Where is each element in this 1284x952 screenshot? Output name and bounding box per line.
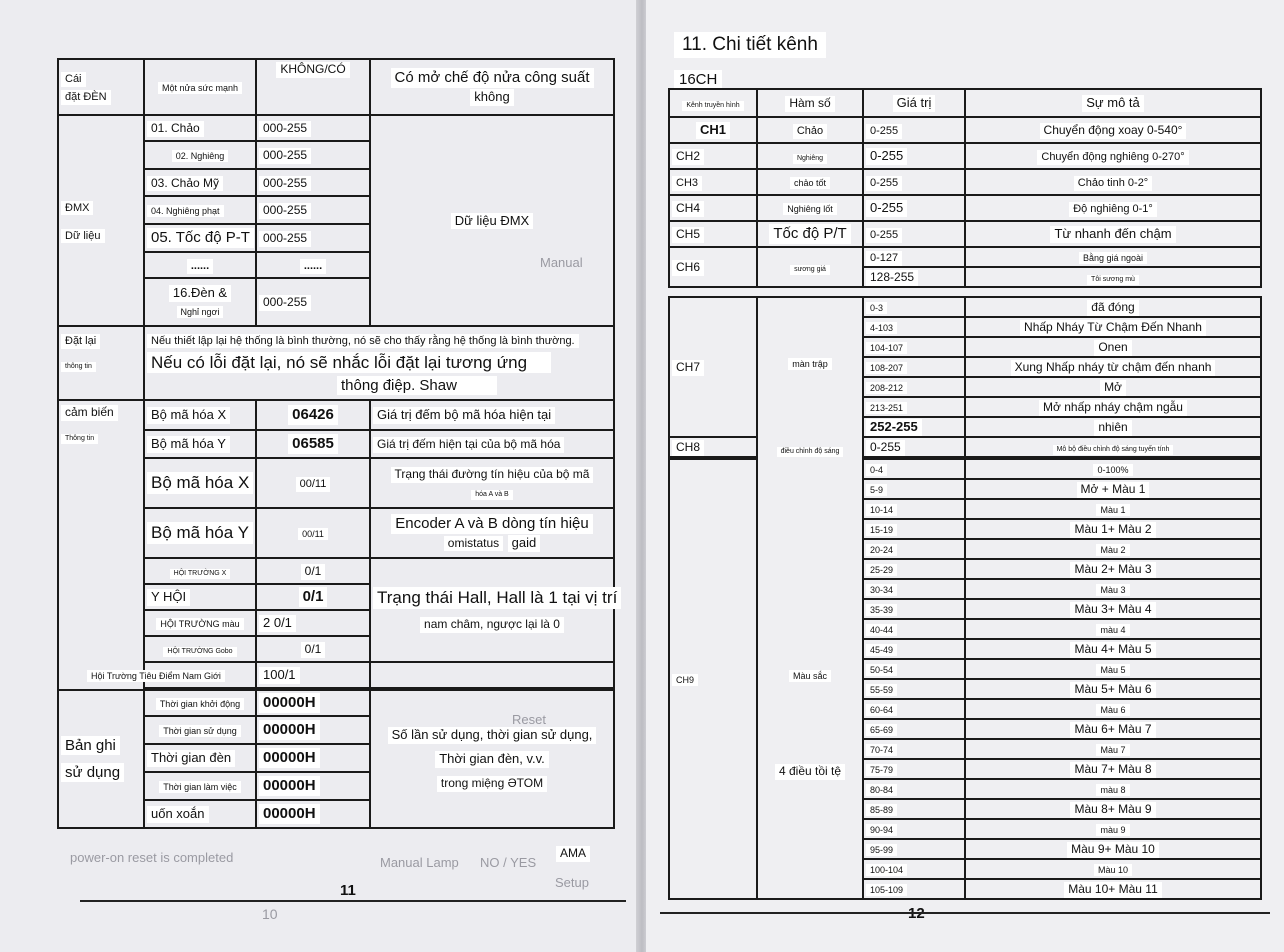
usage-row-value: 00000H — [256, 716, 370, 744]
hall-row-value: 0/1 — [256, 636, 370, 662]
dmx-group-cell: ĐMX Dữ liệu — [58, 115, 144, 326]
channel-cell: CH1 — [669, 117, 757, 143]
usage-row-name: Thời gian làm việc — [144, 772, 256, 800]
encoder-y-value: 06585 — [256, 430, 370, 458]
value-cell: 75-79 — [863, 759, 965, 779]
left-page — [0, 0, 638, 952]
value-cell: 100-104 — [863, 859, 965, 879]
value-cell: 0-255 — [863, 169, 965, 195]
value-cell: 30-34 — [863, 579, 965, 599]
value-cell: 5-9 — [863, 479, 965, 499]
reset-description: Nếu thiết lập lại hệ thống là bình thường, nó sẽ cho thấy rằng hệ thống là bình thường. Nếu có lỗi đặt lại, nó sẽ nhắc lỗi đặt lại tương ứng thông điệp. Shaw — [144, 326, 614, 400]
dmx-row-name: ...... — [144, 252, 256, 278]
value-cell: 208-212 — [863, 377, 965, 397]
value-cell: 65-69 — [863, 719, 965, 739]
description-cell: Màu 2+ Màu 3 — [965, 559, 1261, 579]
function-cell: chảo tốt — [757, 169, 863, 195]
description-cell: Onen — [965, 337, 1261, 357]
channel-cell: CH7 — [669, 297, 757, 437]
description-cell: Màu 10+ Màu 11 — [965, 879, 1261, 899]
usage-row-value: 00000H — [256, 744, 370, 772]
value-cell: 0-127 — [863, 247, 965, 267]
dmx-row-value: 000-255 — [256, 196, 370, 224]
usage-row-value: 00000H — [256, 690, 370, 716]
value-cell: 90-94 — [863, 819, 965, 839]
reset-group-cell: Đặt lại thông tin — [58, 326, 144, 400]
encoder-y-label: Bộ mã hóa Y — [144, 430, 256, 458]
encoder-y2-desc: Encoder A và B dòng tín hiệu omistatus gaid — [370, 508, 614, 558]
encoder-x-label: Bộ mã hóa X — [144, 400, 256, 430]
dmx-row-name: 03. Chảo Mỹ — [144, 169, 256, 196]
value-cell: 95-99 — [863, 839, 965, 859]
value-cell: 35-39 — [863, 599, 965, 619]
encoder-x-value: 06426 — [256, 400, 370, 430]
usage-row-value: 00000H — [256, 800, 370, 828]
header-cell: Có mở chế độ nửa công suất không — [370, 59, 614, 115]
description-cell: Màu 7+ Màu 8 — [965, 759, 1261, 779]
value-cell: 252-255 — [863, 417, 965, 437]
ghost-text: Reset — [512, 712, 546, 727]
dmx-row-value: ...... — [256, 252, 370, 278]
value-cell: 108-207 — [863, 357, 965, 377]
usage-row-name: uốn xoắn — [144, 800, 256, 828]
encoder-y2-value: 00/11 — [256, 508, 370, 558]
description-cell: Chuyển động nghiêng 0-270° — [965, 143, 1261, 169]
channel-table-continued — [668, 296, 1262, 900]
function-cell: Nghiêng — [757, 143, 863, 169]
value-cell: 80-84 — [863, 779, 965, 799]
usage-group-cell: Bản ghi sử dụng — [58, 690, 144, 828]
page-rule — [660, 912, 1270, 914]
channel-cell: CH3 — [669, 169, 757, 195]
description-cell: Chảo tinh 0-2° — [965, 169, 1261, 195]
hall-row-name: HỘI TRƯỜNG màu — [144, 610, 256, 636]
channel-cell: CH4 — [669, 195, 757, 221]
function-cell: Tốc độ P/T — [757, 221, 863, 247]
header-cell: Cái đặt ĐÈN — [58, 59, 144, 115]
page-title: 11. Chi tiết kênh — [674, 32, 826, 58]
description-cell: Màu 2 — [965, 539, 1261, 559]
value-cell: 85-89 — [863, 799, 965, 819]
description-cell: Xung Nhấp nháy từ chậm đến nhanh — [965, 357, 1261, 377]
description-cell: Màu 3+ Màu 4 — [965, 599, 1261, 619]
channel-cell: CH6 — [669, 247, 757, 287]
description-cell: Nhấp Nháy Từ Chậm Đến Nhanh — [965, 317, 1261, 337]
header-cell: KHÔNG/CÓ — [256, 59, 370, 115]
hall-description: Trạng thái Hall, Hall là 1 tại vị trí nam châm, ngược lại là 0 — [370, 558, 614, 662]
description-cell: đã đóng — [965, 297, 1261, 317]
description-cell: Từ nhanh đến chậm — [965, 221, 1261, 247]
description-cell: Mở nhấp nháy chậm ngẫu — [965, 397, 1261, 417]
hall-zero-value: 100/1 — [256, 662, 370, 688]
value-cell: 128-255 — [863, 267, 965, 287]
dmx-row-name: 01. Chảo — [144, 115, 256, 141]
dmx-row-name: 04. Nghiêng phạt — [144, 196, 256, 224]
ghost-page-number: 10 — [262, 906, 278, 922]
usage-description: Số lần sử dụng, thời gian sử dụng, Thời gian đèn, v.v. trong miệng ƏTOM — [370, 690, 614, 828]
dmx-row-value: 000-255 — [256, 169, 370, 196]
value-cell: 0-255 — [863, 117, 965, 143]
ghost-text: Manual — [540, 255, 583, 270]
footer-note: AMA — [556, 844, 590, 862]
value-cell: 4-103 — [863, 317, 965, 337]
usage-row-name: Thời gian khởi động — [144, 690, 256, 716]
lamp-settings-table — [57, 58, 618, 829]
channel-cell: CH5 — [669, 221, 757, 247]
value-cell: 60-64 — [863, 699, 965, 719]
description-cell: Màu 9+ Màu 10 — [965, 839, 1261, 859]
value-cell: 0-255 — [863, 195, 965, 221]
hall-zero-label: Hội Trường Tiêu Điểm Nam Giới — [144, 662, 256, 688]
header-description: Sự mô tả — [965, 89, 1261, 117]
value-cell: 0-4 — [863, 459, 965, 479]
hall-row-name: HỘI TRƯỜNG Gobo — [144, 636, 256, 662]
value-cell: 55-59 — [863, 679, 965, 699]
description-cell: Màu 5 — [965, 659, 1261, 679]
channel-cell: CH2 — [669, 143, 757, 169]
value-cell: 15-19 — [863, 519, 965, 539]
description-cell: Màu 5+ Màu 6 — [965, 679, 1261, 699]
hall-row-value: 2 0/1 — [256, 610, 370, 636]
function-cell: sương giá — [757, 247, 863, 287]
function-cell: Chảo — [757, 117, 863, 143]
description-cell: Bằng giá ngoài — [965, 247, 1261, 267]
header-cell: Một nửa sức mạnh — [144, 59, 256, 115]
right-page — [646, 0, 1284, 952]
encoder-x2-desc: Trạng thái đường tín hiệu của bộ mã hóa A và B — [370, 458, 614, 508]
description-cell: Độ nghiêng 0-1° — [965, 195, 1261, 221]
hall-row-value: 0/1 — [256, 558, 370, 584]
value-cell: 40-44 — [863, 619, 965, 639]
channel-table — [668, 88, 1262, 288]
dmx-row-value: 000-255 — [256, 278, 370, 326]
value-cell: 0-255 — [863, 437, 965, 457]
usage-row-value: 00000H — [256, 772, 370, 800]
description-cell: Màu 1 — [965, 499, 1261, 519]
description-cell: 0-100% — [965, 459, 1261, 479]
value-cell: 0-3 — [863, 297, 965, 317]
description-cell: Mở — [965, 377, 1261, 397]
dmx-row-value: 000-255 — [256, 115, 370, 141]
ghost-text: Manual Lamp — [380, 855, 459, 870]
description-cell: Màu 7 — [965, 739, 1261, 759]
description-cell: Màu 10 — [965, 859, 1261, 879]
description-cell: Màu 3 — [965, 579, 1261, 599]
hall-row-value: 0/1 — [256, 584, 370, 610]
ghost-text: NO / YES — [480, 855, 537, 870]
value-cell: 0-255 — [863, 143, 965, 169]
value-cell: 50-54 — [863, 659, 965, 679]
value-cell: 10-14 — [863, 499, 965, 519]
value-cell: 70-74 — [863, 739, 965, 759]
value-cell: 45-49 — [863, 639, 965, 659]
value-cell: 213-251 — [863, 397, 965, 417]
sensor-group-cell: cảm biến Thông tin — [58, 400, 144, 690]
value-cell: 0-255 — [863, 221, 965, 247]
hall-row-name: Y HỘI — [144, 584, 256, 610]
hall-zero-desc — [370, 662, 614, 688]
value-cell: 20-24 — [863, 539, 965, 559]
description-cell: nhiên — [965, 417, 1261, 437]
header-channel: Kênh truyền hình — [669, 89, 757, 117]
channel-cell: CH9 — [669, 459, 757, 899]
description-cell: Màu 6+ Màu 7 — [965, 719, 1261, 739]
hall-row-name: HỘI TRƯỜNG X — [144, 558, 256, 584]
dmx-row-value: 000-255 — [256, 224, 370, 252]
header-value: Giá trị — [863, 89, 965, 117]
value-cell: 25-29 — [863, 559, 965, 579]
dmx-row-name: 02. Nghiêng — [144, 141, 256, 169]
description-cell: Mở + Màu 1 — [965, 479, 1261, 499]
description-cell: Màu 6 — [965, 699, 1261, 719]
encoder-x2-label: Bộ mã hóa X — [144, 458, 256, 508]
ghost-text: Setup — [555, 875, 589, 890]
encoder-x2-value: 00/11 — [256, 458, 370, 508]
page-number: 11 — [340, 882, 356, 899]
description-cell: Mô bộ điều chỉnh độ sáng tuyến tính — [965, 437, 1261, 457]
description-cell: màu 8 — [965, 779, 1261, 799]
description-cell: Chuyển động xoay 0-540° — [965, 117, 1261, 143]
usage-row-name: Thời gian sử dụng — [144, 716, 256, 744]
encoder-x-desc: Giá trị đếm bộ mã hóa hiện tại — [370, 400, 614, 430]
header-function: Hàm số — [757, 89, 863, 117]
description-cell: Tôi sương mù — [965, 267, 1261, 287]
value-cell: 104-107 — [863, 337, 965, 357]
encoder-y-desc: Giá trị đếm hiện tại của bộ mã hóa — [370, 430, 614, 458]
usage-row-name: Thời gian đèn — [144, 744, 256, 772]
ghost-text: power-on reset is completed — [70, 850, 234, 865]
description-cell: Màu 8+ Màu 9 — [965, 799, 1261, 819]
function-cell: màn trập điều chỉnh độ sáng Màu sắc 4 điều tồi tệ — [757, 297, 863, 899]
description-cell: màu 4 — [965, 619, 1261, 639]
value-cell: 105-109 — [863, 879, 965, 899]
description-cell: Màu 4+ Màu 5 — [965, 639, 1261, 659]
page-rule — [80, 900, 626, 902]
channel-mode-label: 16CH — [674, 70, 722, 89]
dmx-row-name: 16.Đèn & Nghỉ ngơi — [144, 278, 256, 326]
channel-cell: CH8 — [669, 437, 757, 457]
description-cell: Màu 1+ Màu 2 — [965, 519, 1261, 539]
dmx-row-value: 000-255 — [256, 141, 370, 169]
description-cell: màu 9 — [965, 819, 1261, 839]
function-cell: Nghiêng lốt — [757, 195, 863, 221]
encoder-y2-label: Bộ mã hóa Y — [144, 508, 256, 558]
dmx-description: Dữ liệu ĐMX — [370, 115, 614, 326]
dmx-row-name: 05. Tốc độ P-T — [144, 224, 256, 252]
